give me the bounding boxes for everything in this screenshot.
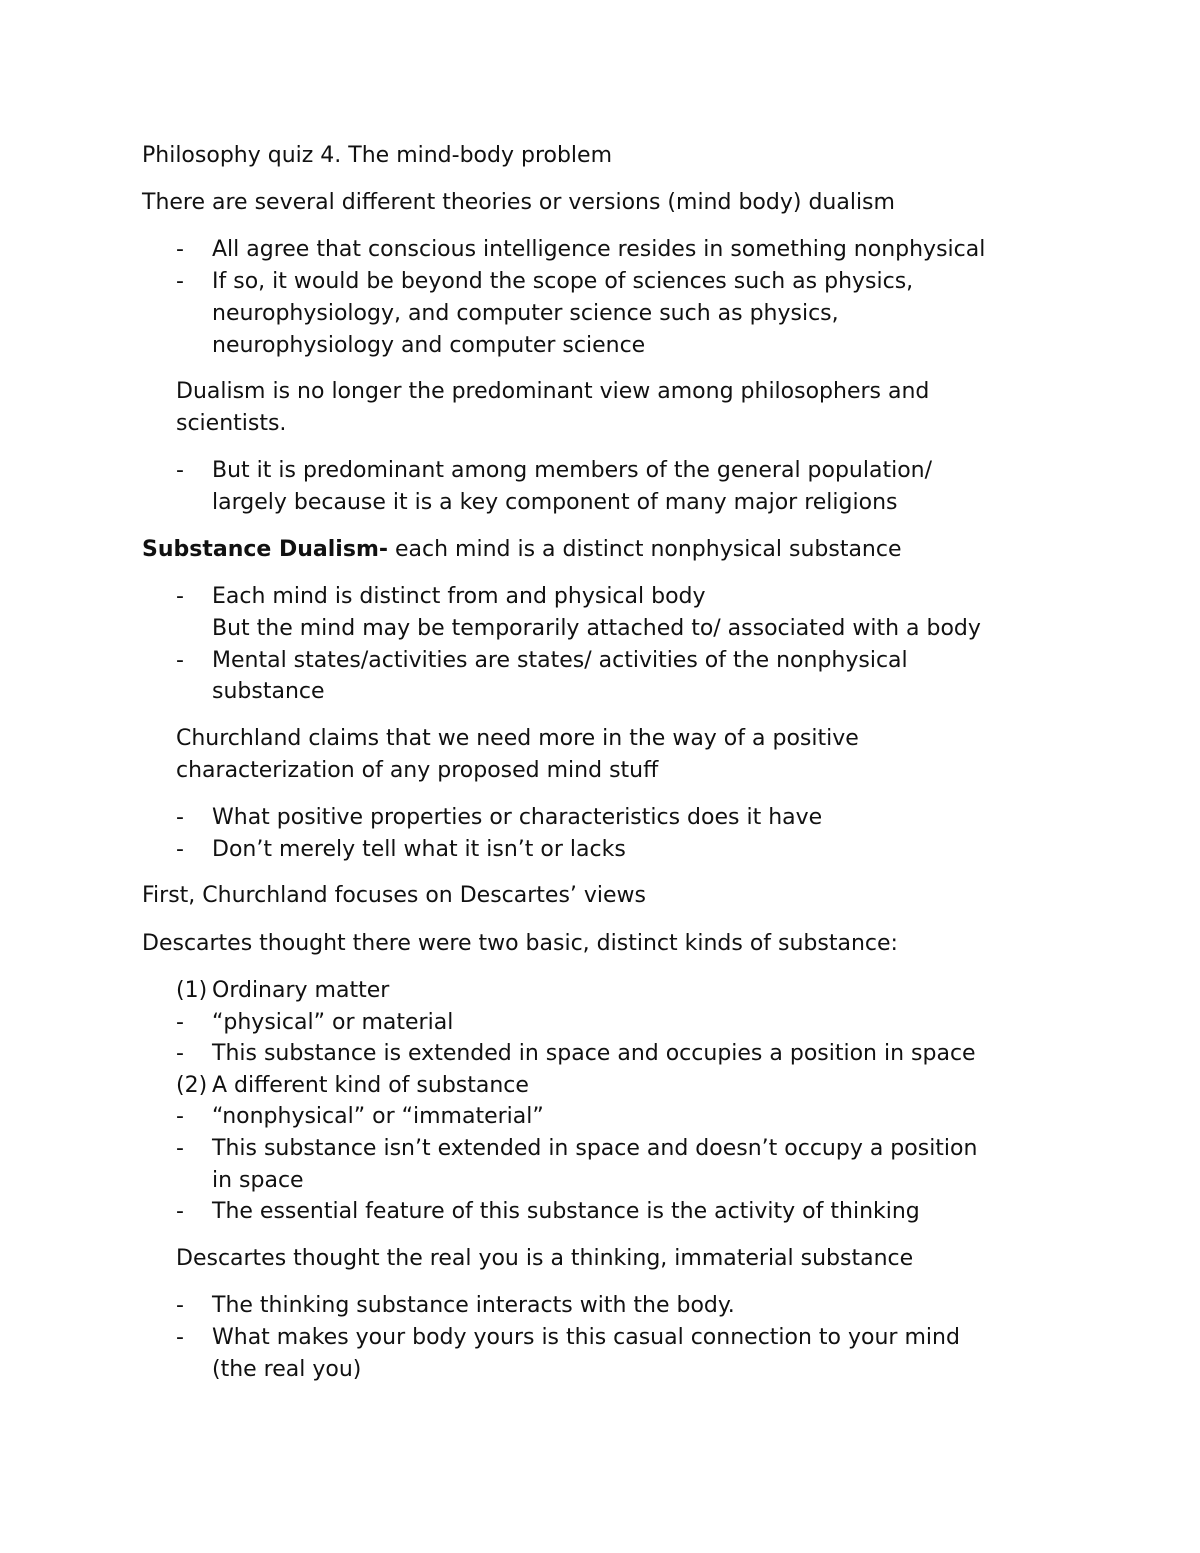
bullet-dash: - [176,1136,184,1161]
bullet-dash: - [176,1010,184,1035]
paragraph-line: Churchland claims that we need more in the way of a positive [176,726,859,751]
bullet-text: But it is predominant among members of the general population/ [212,458,933,483]
bullet-text: The essential feature of this substance is the activity of thinking [212,1199,920,1224]
bullet-text: This substance is extended in space and occupies a position in space [212,1041,976,1066]
bullet-continuation: neurophysiology and computer science [212,333,646,358]
bullet-text: “nonphysical” or “immaterial” [212,1104,544,1129]
bullet-dash: - [176,837,184,862]
paragraph-line: scientists. [176,411,287,436]
paragraph-line: Dualism is no longer the predominant view among philosophers and [176,379,930,404]
substance-dualism-definition: each mind is a distinct nonphysical substance [388,537,902,562]
document-title: Philosophy quiz 4. The mind-body problem [142,143,613,168]
paragraph-line: characterization of any proposed mind stuff [176,758,659,783]
substance-dualism-line [142,536,902,564]
bullet-dash: - [176,269,184,294]
bullet-dash: - [176,1293,184,1318]
bullet-dash: - [176,805,184,830]
bullet-dash: - [176,237,184,262]
substance-dualism-term: Substance Dualism- [142,537,388,562]
bullet-text: Don’t merely tell what it isn’t or lacks [212,837,626,862]
bullet-dash: - [176,584,184,609]
bullet-text: What makes your body yours is this casual connection to your mind [212,1325,960,1350]
bullet-text: Each mind is distinct from and physical body [212,584,706,609]
bullet-dash: - [176,1104,184,1129]
descartes-line: Descartes thought there were two basic, distinct kinds of substance: [142,931,898,956]
bullet-dash: - [176,458,184,483]
bullet-continuation: (the real you) [212,1357,362,1382]
bullet-continuation: in space [212,1168,304,1193]
first-churchland-line: First, Churchland focuses on Descartes’ views [142,883,647,908]
paragraph-line: Descartes thought the real you is a thinking, immaterial substance [176,1246,914,1271]
bullet-dash: - [176,1199,184,1224]
bullet-dash: - [176,648,184,673]
bullet-text: This substance isn’t extended in space and doesn’t occupy a position [212,1136,978,1161]
bullet-text: “physical” or material [212,1010,454,1035]
bullet-continuation: substance [212,679,325,704]
list-label: Ordinary matter [212,978,390,1003]
bullet-continuation: neurophysiology, and computer science such as physics, [212,301,839,326]
bullet-text: Mental states/activities are states/ activities of the nonphysical [212,648,908,673]
bullet-dash: - [176,1325,184,1350]
list-number: (1) [176,978,208,1003]
list-number: (2) [176,1073,208,1098]
bullet-text: What positive properties or characteristics does it have [212,805,823,830]
bullet-continuation: largely because it is a key component of many major religions [212,490,898,515]
intro-line: There are several different theories or versions (mind body) dualism [142,190,895,215]
bullet-text: The thinking substance interacts with the body. [212,1293,735,1318]
list-label: A different kind of substance [212,1073,529,1098]
bullet-continuation: But the mind may be temporarily attached to/ associated with a body [212,616,981,641]
bullet-dash: - [176,1041,184,1066]
bullet-text: All agree that conscious intelligence resides in something nonphysical [212,237,986,262]
bullet-text: If so, it would be beyond the scope of sciences such as physics, [212,269,914,294]
